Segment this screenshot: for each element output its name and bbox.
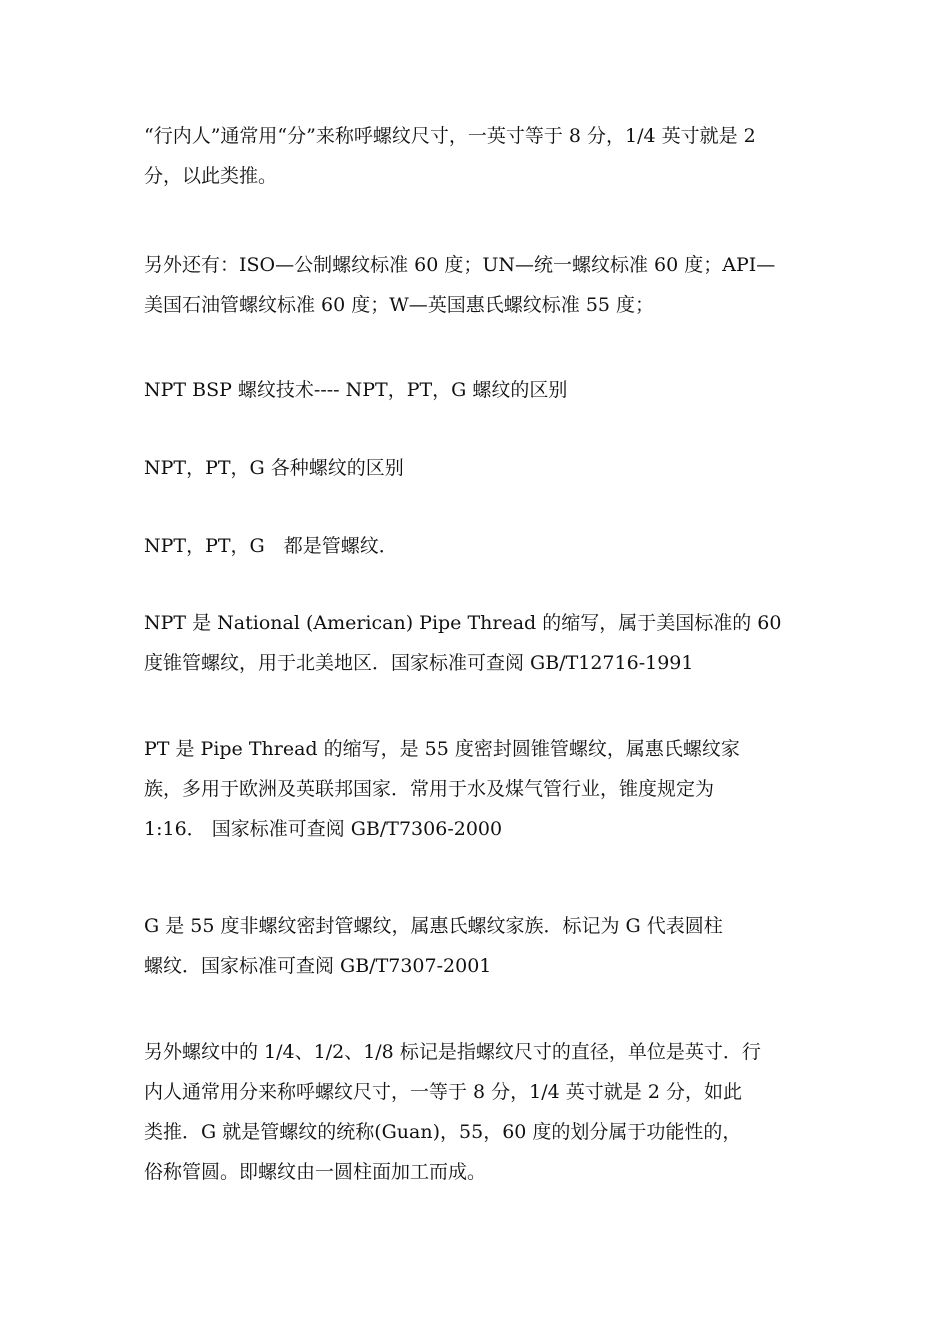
paragraph-heading-npt-bsp (144, 370, 808, 410)
paragraph-all-pipe-threads (144, 526, 808, 566)
text-line: 另外螺纹中的 1/4、1/2、1/8 标记是指螺纹尺寸的直径，单位是英寸．行 (144, 1041, 761, 1063)
paragraph-heading-differences (144, 448, 808, 488)
paragraph-fen-units (144, 116, 808, 196)
paragraph-npt (144, 603, 808, 683)
paragraph-thread-standards (144, 245, 808, 325)
text-line: 1:16． 国家标准可查阅 GB/T7306-2000 (144, 818, 503, 840)
text-line: 俗称管圆。即螺纹由一圆柱面加工而成。 (144, 1161, 487, 1183)
text-line: “行内人”通常用“分”来称呼螺纹尺寸，一英寸等于 8 分，1/4 英寸就是 2 (144, 125, 756, 147)
text-line: 螺纹．国家标准可查阅 GB/T7307-2001 (144, 955, 492, 977)
text-line: 族，多用于欧洲及英联邦国家．常用于水及煤气管行业，锥度规定为 (144, 778, 715, 800)
text-line: 类推．G 就是管螺纹的统称(Guan)，55，60 度的划分属于功能性的， (144, 1121, 742, 1143)
text-line: PT 是 Pipe Thread 的缩写，是 55 度密封圆锥管螺纹，属惠氏螺纹家 (144, 738, 740, 760)
text-line: 内人通常用分来称呼螺纹尺寸，一等于 8 分，1/4 英寸就是 2 分，如此 (144, 1081, 742, 1103)
paragraph-size-marks (144, 1032, 808, 1192)
text-line: NPT 是 National (American) Pipe Thread 的缩写，属于美国标准的 60 (144, 612, 782, 634)
text-line: 美国石油管螺纹标准 60 度；W—英国惠氏螺纹标准 55 度； (144, 294, 655, 316)
text-line: 度锥管螺纹，用于北美地区．国家标准可查阅 GB/T12716-1991 (144, 652, 694, 674)
text-line: G 是 55 度非螺纹密封管螺纹，属惠氏螺纹家族．标记为 G 代表圆柱 (144, 915, 723, 937)
text-line: 另外还有：ISO—公制螺纹标准 60 度；UN—统一螺纹标准 60 度；API— (144, 254, 776, 276)
paragraph-pt (144, 729, 808, 849)
paragraph-g (144, 906, 808, 986)
text-line: 分，以此类推。 (144, 165, 278, 187)
text-line: NPT BSP 螺纹技术---- NPT，PT，G 螺纹的区别 (144, 379, 568, 401)
text-line: NPT，PT，G 都是管螺纹． (144, 535, 398, 557)
text-line: NPT，PT，G 各种螺纹的区别 (144, 457, 404, 479)
